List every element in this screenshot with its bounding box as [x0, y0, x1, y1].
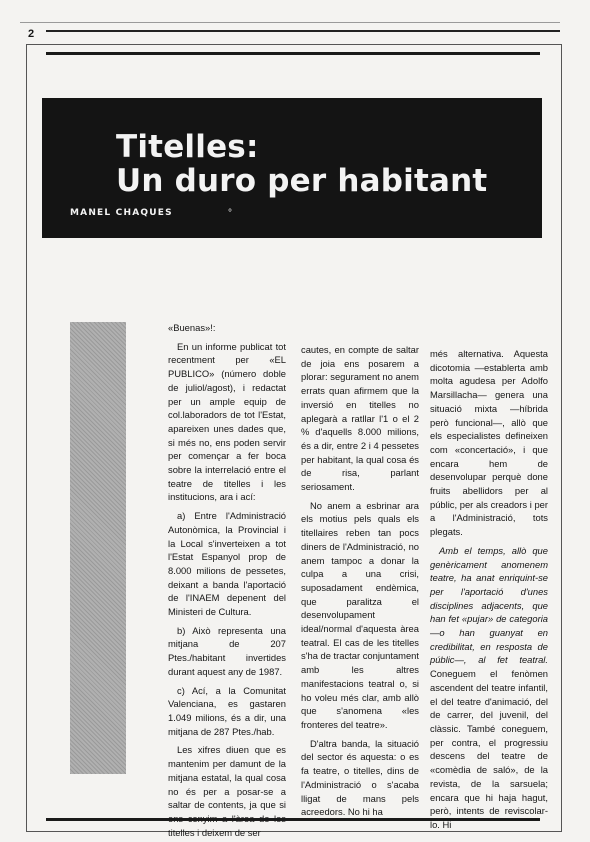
text-column-2 [301, 343, 420, 818]
ornament-dot: ° [228, 208, 232, 219]
paragraph: més alternativa. Aquesta dicotomia —establerta amb molta agudesa per Adolfo Marsillacha— genera una situació mixta —híbrida però funcional—, allò que els especialistes defineixen com «concertació», i que encara hem de desenvolupar perquè done fruits abellidors per al públic, per als creadors i per a l'Administració, tots plegats. [430, 348, 548, 538]
author-byline: MANEL CHAQUES [70, 208, 173, 218]
paragraph: a) Entre l'Administració Autonòmica, la Provincial i la Local s'inverteixen a tot l'Estat Espanyol prop de 8.000 milions de pessetes, deixant a banda l'aportació de l'INAEM depenent del Ministeri de Cultura. [168, 510, 286, 618]
italic-run: Amb el temps, allò que genèricament anomenem teatre, ha anat enriquint-se per l'aportació d'unes disciplines adjacents, que han fet «pujar» de categoria —o han guanyat en credibilitat, en resposta de públic—, al fet teatral. [430, 544, 548, 666]
text-column-3 [430, 347, 548, 830]
decorative-gray-panel [70, 322, 126, 774]
paragraph: En un informe publicat tot recentment per «EL PUBLICO» (número doble de juliol/agost), i redactat per un ample equip de col.laboradors de tot l'Estat, apareixen unes dades que, si més no, ens poden servir per començar a fer boca sobre la interrelació entre el teatre de titelles i les institucions, ara i ací: [168, 340, 286, 503]
top-rule [46, 30, 560, 32]
page-number: 2 [28, 28, 35, 40]
article-header [42, 98, 542, 238]
paragraph: D'altra banda, la situació del sector és aquesta: o es fa teatre, o titelles, dins de l'Administració o s'acaba lligat de mans pels acreedors. No hi ha [301, 737, 419, 818]
paragraph: b) Això representa una mitjana de 207 Ptes./habitant invertides durant aquest any de 1987. [168, 624, 286, 677]
paragraph: Les xifres diuen que es mantenim per damunt de la mitjana estatal, la qual cosa no és per a posar-se a saltar de contents, ja que si ens cenyim a l'àrea de les titelles i deixem de ser [168, 744, 286, 838]
article-title: Titelles: Un duro per habitant [116, 129, 488, 199]
paragraph: No anem a esbrinar ara els motius pels quals els titellaires reben tan pocs diners de l'Administració, no anem tampoc a donar la culpa a una crisi, suposadament endèmica, que paralitza el desenvolupament ideal/normal d'aquesta àrea teatral. El cas de les titelles s'ha de tractar conjuntament amb les altres manifestacions teatral o, si ho voleu més clar, amb allò que s'anomena «les fronteres del teatre». [301, 499, 420, 730]
text-column-1 [168, 321, 286, 838]
paragraph [430, 544, 548, 832]
frame-top-rule [46, 52, 540, 55]
top-thin-rule [20, 22, 560, 23]
text-run: Coneguem el fenòmen ascendent del teatre infantil, el del teatre d'animació, del de carrer, del juvenil, del clàssic. També coneguem, per contra, el progressiu descens del teatre de «comèdia de saló», de la revista, de la sarsuela; encara que hi haja hagut, però, intents de reviscolar-lo. Hi [430, 668, 548, 830]
frame-bottom-rule [46, 818, 540, 821]
paragraph: cautes, en compte de saltar de joia ens posarem a plorar: segurament no anem errats quan afirmem que la inversió en titelles no aplegarà a ratllar l'1 o el 2 % d'aquells 8.000 milions, és a dir, entre 2 i 4 pessetes per habitant, la qual cosa és de risa, parlant seriosament. [301, 344, 419, 493]
paragraph: c) Ací, a la Comunitat Valenciana, es gastaren 1.049 milions, és a dir, una mitjana de 287 Ptes./hab. [168, 684, 286, 737]
paragraph: «Buenas»!: [168, 322, 216, 333]
